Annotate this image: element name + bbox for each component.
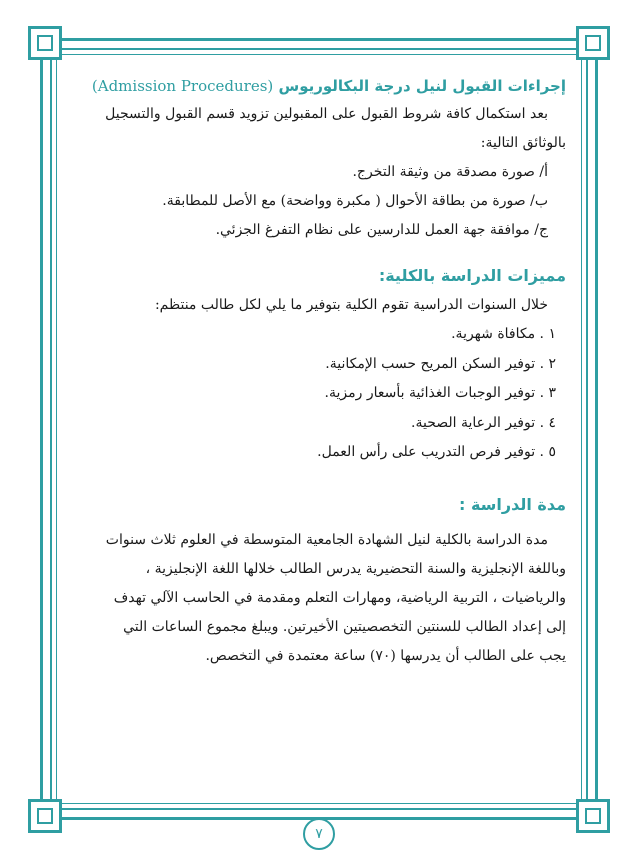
frame-corner-ornament xyxy=(576,799,610,833)
feature-list-item: ١ . مكافاة شهرية. xyxy=(451,326,556,342)
page-number: ٧ xyxy=(303,818,335,850)
study-duration-line: وباللغة الإنجليزية والسنة التحضيرية يدرس الطالب خلالها اللغة الإنجليزية ، xyxy=(145,560,566,577)
required-document-a: أ/ صورة مصدقة من وثيقة التخرج. xyxy=(352,164,548,180)
required-document-b: ب/ صورة من بطاقة الأحوال ( مكبرة وواضحة) مع الأصل للمطابقة. xyxy=(162,193,548,209)
admission-intro-line-2: بالوثائق التالية: xyxy=(480,135,566,151)
feature-list-item: ٤ . توفير الرعاية الصحية. xyxy=(411,414,556,431)
study-duration-line: يجب على الطالب أن يدرسها (٧٠) ساعة معتمدة في التخصص. xyxy=(205,647,566,664)
study-duration-line: إلى إعداد الطالب للسنتين التخصصيتين الأخيرتين. ويبلغ مجموع الساعات التي xyxy=(123,618,566,635)
study-duration-line: والرياضيات ، التربية الرياضية، ومهارات التعلم ومقدمة في الحاسب الآلي تهدف xyxy=(113,589,566,606)
admission-intro-line-1: بعد استكمال كافة شروط القبول على المقبولين تزويد قسم القبول والتسجيل xyxy=(105,106,548,122)
page-content xyxy=(72,72,566,671)
admission-procedures-title xyxy=(72,72,566,100)
features-heading: مميزات الدراسة بالكلية: xyxy=(378,266,566,285)
frame-corner-ornament xyxy=(28,799,62,833)
study-duration-heading: مدة الدراسة : xyxy=(459,494,566,514)
study-duration-line: مدة الدراسة بالكلية لنيل الشهادة الجامعية المتوسطة في العلوم ثلاث سنوات xyxy=(105,531,548,548)
feature-list-item: ٣ . توفير الوجبات الغذائية بأسعار رمزية. xyxy=(324,385,556,401)
frame-corner-ornament xyxy=(576,26,610,60)
frame-corner-ornament xyxy=(28,26,62,60)
features-intro: خلال السنوات الدراسية تقوم الكلية بتوفير ما يلي لكل طالب منتظم: xyxy=(154,297,548,313)
admission-title-arabic: إجراءات القبول لنيل درجة البكالوريوس xyxy=(278,77,566,95)
feature-list-item: ٥ . توفير فرص التدريب على رأس العمل. xyxy=(317,444,556,460)
required-document-c: ج/ موافقة جهة العمل للدارسين على نظام التفرغ الجزئي. xyxy=(215,222,548,238)
admission-title-english: (Admission Procedures) xyxy=(91,77,274,95)
feature-list-item: ٢ . توفير السكن المريح حسب الإمكانية. xyxy=(325,355,556,372)
